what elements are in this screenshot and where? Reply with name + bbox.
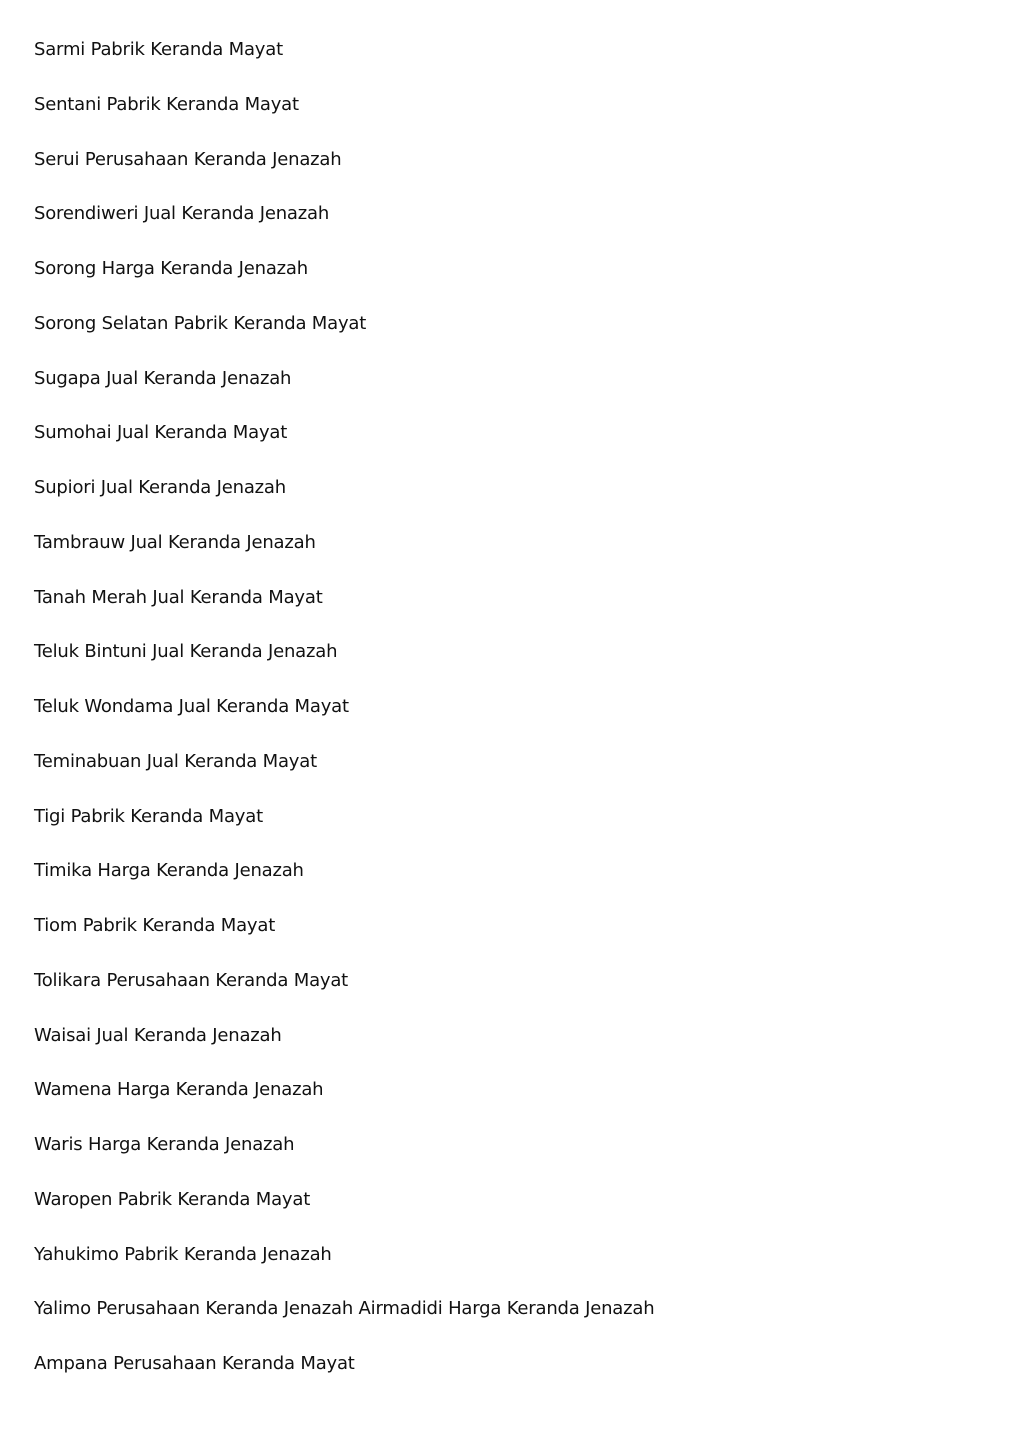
text-line: Sorong Selatan Pabrik Keranda Mayat	[34, 312, 367, 334]
text-line: Teluk Bintuni Jual Keranda Jenazah	[34, 641, 338, 663]
text-line: Supiori Jual Keranda Jenazah	[34, 477, 286, 498]
text-line: Sentani Pabrik Keranda Mayat	[34, 93, 299, 115]
text-line: Waisai Jual Keranda Jenazah	[34, 1024, 282, 1046]
text-line: Tiom Pabrik Keranda Mayat	[34, 915, 276, 936]
text-line: Tambrauw Jual Keranda Jenazah	[34, 531, 316, 553]
text-line: Waropen Pabrik Keranda Mayat	[34, 1188, 311, 1210]
text-line: Sorong Harga Keranda Jenazah	[34, 258, 308, 279]
text-line: Tolikara Perusahaan Keranda Mayat	[34, 969, 349, 991]
text-line: Teminabuan Jual Keranda Mayat	[34, 750, 317, 772]
text-line: Timika Harga Keranda Jenazah	[34, 860, 304, 882]
text-line-list	[34, 37, 654, 1406]
text-line: Sarmi Pabrik Keranda Mayat	[34, 39, 283, 60]
text-line: Waris Harga Keranda Jenazah	[34, 1134, 295, 1155]
text-line: Yahukimo Pabrik Keranda Jenazah	[34, 1243, 332, 1265]
text-line: Tanah Merah Jual Keranda Mayat	[34, 586, 323, 608]
text-line: Sumohai Jual Keranda Mayat	[34, 422, 288, 444]
text-line: Teluk Wondama Jual Keranda Mayat	[34, 696, 349, 717]
text-line: Yalimo Perusahaan Keranda Jenazah Airmadidi Harga Keranda Jenazah	[34, 1298, 655, 1320]
text-line: Ampana Perusahaan Keranda Mayat	[34, 1353, 355, 1374]
text-line: Sorendiweri Jual Keranda Jenazah	[34, 203, 330, 225]
text-line: Tigi Pabrik Keranda Mayat	[34, 805, 263, 827]
text-line: Wamena Harga Keranda Jenazah	[34, 1079, 324, 1101]
text-line: Serui Perusahaan Keranda Jenazah	[34, 148, 342, 170]
text-line: Sugapa Jual Keranda Jenazah	[34, 367, 292, 389]
